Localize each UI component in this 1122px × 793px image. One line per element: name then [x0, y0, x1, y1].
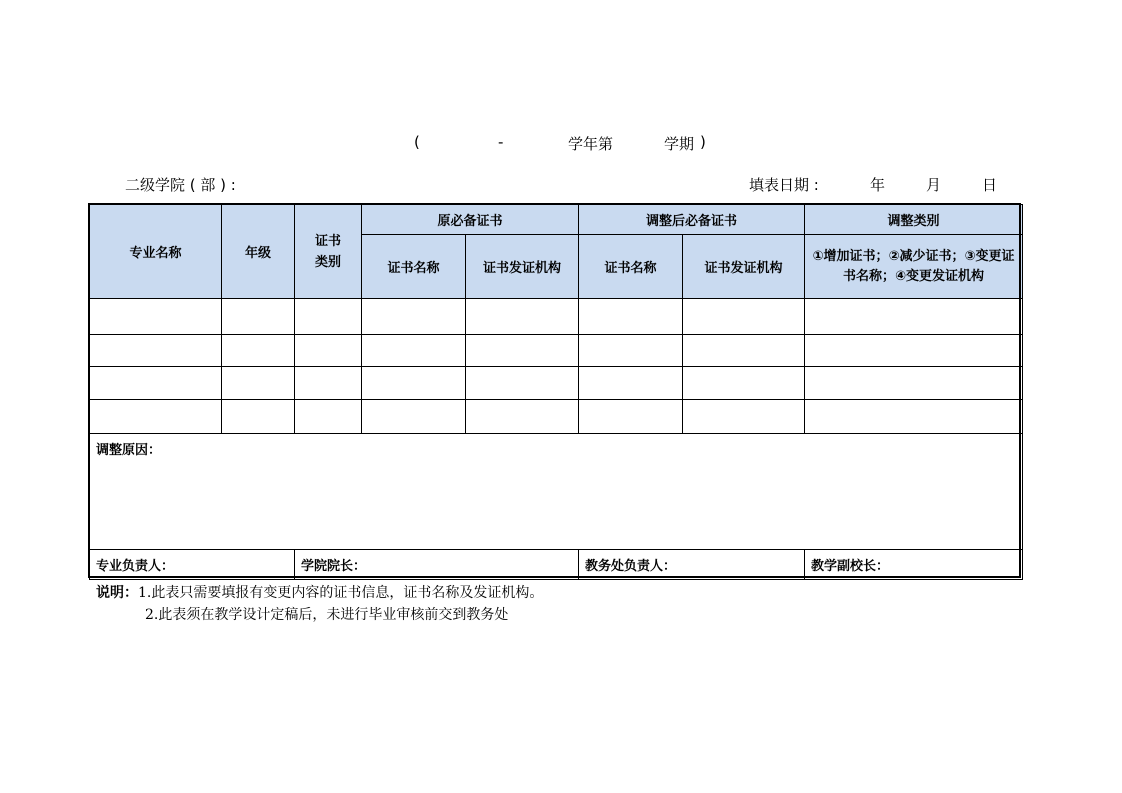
cell-grade[interactable]	[222, 400, 295, 434]
cell-adjust-type[interactable]	[805, 335, 1023, 367]
header-major-name: 专业名称	[90, 205, 222, 299]
cell-original-cert-name[interactable]	[362, 335, 466, 367]
date-month: 月	[926, 176, 942, 194]
sign-vice-president[interactable]: 教学副校长：	[805, 550, 1023, 580]
cell-adjusted-cert-name[interactable]	[579, 400, 683, 434]
college-label: 二级学院 ( 部 ) :	[125, 176, 236, 194]
cell-adjusted-cert-issuer[interactable]	[683, 335, 805, 367]
cell-original-cert-issuer[interactable]	[466, 335, 579, 367]
adjust-reason-label: 调整原因：	[96, 443, 162, 458]
table-row	[90, 299, 1023, 335]
date-label: 填表日期 :	[749, 176, 819, 194]
cell-grade[interactable]	[222, 299, 295, 335]
table-row	[90, 367, 1023, 400]
cell-original-cert-name[interactable]	[362, 367, 466, 400]
note-line-1	[96, 582, 543, 602]
cell-grade[interactable]	[222, 335, 295, 367]
cell-adjusted-cert-name[interactable]	[579, 299, 683, 335]
header-original-cert-name: 证书名称	[362, 235, 466, 299]
cell-major-name[interactable]	[90, 335, 222, 367]
cell-original-cert-issuer[interactable]	[466, 299, 579, 335]
cell-adjust-type[interactable]	[805, 400, 1023, 434]
cell-adjust-type[interactable]	[805, 367, 1023, 400]
cell-grade[interactable]	[222, 367, 295, 400]
adjust-reason-field[interactable]	[90, 434, 1023, 550]
title-term-label: 学期	[664, 135, 695, 153]
cell-cert-type[interactable]	[295, 299, 362, 335]
table-row	[90, 335, 1023, 367]
cell-original-cert-name[interactable]	[362, 299, 466, 335]
cell-major-name[interactable]	[90, 299, 222, 335]
note-label: 说明：	[96, 585, 138, 601]
cell-original-cert-issuer[interactable]	[466, 400, 579, 434]
cell-cert-type[interactable]	[295, 367, 362, 400]
cell-adjusted-cert-name[interactable]	[579, 335, 683, 367]
title-year-label: 学年第	[568, 135, 614, 153]
title-dash: -	[498, 133, 504, 151]
header-adjusted-cert-issuer: 证书发证机构	[683, 235, 805, 299]
cell-adjusted-cert-issuer[interactable]	[683, 299, 805, 335]
cell-cert-type[interactable]	[295, 335, 362, 367]
sign-dean[interactable]: 学院院长：	[295, 550, 579, 580]
header-cert-type: 证书类别	[295, 205, 362, 299]
date-year: 年	[870, 176, 886, 194]
cell-adjust-type[interactable]	[805, 299, 1023, 335]
cell-major-name[interactable]	[90, 367, 222, 400]
certificate-adjustment-table	[89, 204, 1023, 580]
header-adjusted-certs: 调整后必备证书	[579, 205, 805, 235]
cell-adjusted-cert-name[interactable]	[579, 367, 683, 400]
header-grade: 年级	[222, 205, 295, 299]
cell-adjusted-cert-issuer[interactable]	[683, 400, 805, 434]
sign-academic-office[interactable]: 教务处负责人：	[579, 550, 805, 580]
header-adjust-type-options: ①增加证书；②减少证书；③变更证书名称；④变更发证机构	[805, 235, 1023, 299]
sign-major-head[interactable]: 专业负责人：	[90, 550, 295, 580]
title-close-paren: )	[700, 133, 706, 151]
header-adjusted-cert-name: 证书名称	[579, 235, 683, 299]
cell-adjusted-cert-issuer[interactable]	[683, 367, 805, 400]
note-text-1: 1.此表只需要填报有变更内容的证书信息，证书名称及发证机构。	[138, 585, 544, 601]
note-text-2: 2.此表须在教学设计定稿后，未进行毕业审核前交到教务处	[145, 607, 509, 623]
cell-original-cert-issuer[interactable]	[466, 367, 579, 400]
title-open-paren: (	[414, 133, 420, 151]
cell-cert-type[interactable]	[295, 400, 362, 434]
header-original-certs: 原必备证书	[362, 205, 579, 235]
table-row	[90, 400, 1023, 434]
cell-original-cert-name[interactable]	[362, 400, 466, 434]
header-adjust-type: 调整类别	[805, 205, 1023, 235]
date-day: 日	[982, 176, 998, 194]
header-original-cert-issuer: 证书发证机构	[466, 235, 579, 299]
cell-major-name[interactable]	[90, 400, 222, 434]
